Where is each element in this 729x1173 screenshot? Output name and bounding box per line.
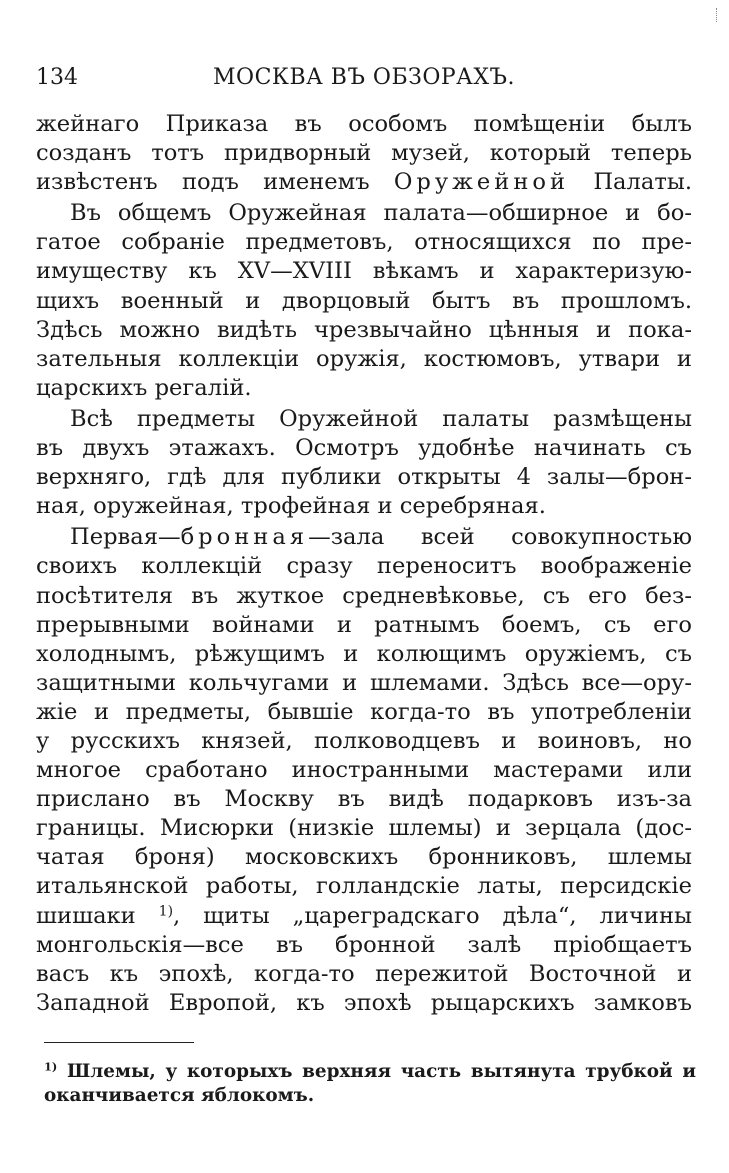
text-line: васъ къ эпохѣ, когда-то пережитой Восточной и (36, 960, 692, 987)
paragraph (36, 199, 692, 403)
body-text (36, 110, 692, 1020)
text-line: своихъ коллекцій сразу переноситъ воображеніе (36, 553, 692, 580)
text-line: Западной Европой, къ эпохѣ рыцарскихъ замковъ (36, 989, 692, 1016)
text-line: у русскихъ князей, полководцевъ и воиновъ, но (36, 727, 692, 754)
page-header (36, 62, 692, 94)
paragraph (36, 110, 692, 197)
footnote-marker: 1) (44, 1059, 58, 1074)
text-line: гатое собраніе предметовъ, относящихся по пре- (36, 229, 692, 256)
text-line: многое сработано иностранными мастерами или (36, 757, 692, 784)
text-line: жейнаго Приказа въ особомъ помѣщеніи былъ (36, 111, 692, 137)
text-line: извѣстенъ подъ именемъ Оружейной Палаты. (36, 169, 692, 196)
text-line: жіе и предметы, бывшіе когда-то въ употребленіи (36, 698, 692, 725)
text-line: имуществу къ XV—XVIII вѣкамъ и характеризую- (36, 258, 692, 285)
page-speck-marks (716, 8, 721, 22)
paragraph (36, 523, 692, 1018)
text-line: чатая броня) московскихъ бронниковъ, шлемы (36, 844, 692, 871)
text-line: прислано въ Москву въ видѣ подарковъ изъ-за (36, 786, 692, 813)
text-line: царскихъ регалій. (36, 374, 252, 401)
running-title: МОСКВА ВЪ ОБЗОРАХЪ. (213, 65, 515, 90)
footnote-line: $^{1)}$ Шлемы, у которыхъ верхняя часть вытянута трубкой и (44, 1059, 696, 1082)
text-line: Здѣсь можно видѣть чрезвычайно цѣнныя и пока- (36, 316, 692, 343)
text-line: прерывными войнами и ратнымъ боемъ, съ его (36, 611, 692, 638)
text-line: границы. Мисюрки (низкіе шлемы) и зерцала (дос- (36, 815, 692, 842)
footnote-reference: 1) (158, 902, 174, 919)
footnote-line: оканчивается яблокомъ. (44, 1085, 315, 1106)
spaced-emphasis: бронная (180, 524, 309, 551)
text-line: зательныя коллекціи оружія, костюмовъ, утвари и (36, 345, 692, 372)
text-line: Въ общемъ Оружейная палата—обширное и бо- (70, 200, 692, 227)
text-line: посѣтителя въ жуткое средневѣковье, съ его без- (36, 582, 692, 609)
text-line: въ двухъ этажахъ. Осмотръ удобнѣе начинать съ (36, 435, 692, 462)
spaced-emphasis: Оружейной (393, 169, 570, 196)
footnote-separator (44, 1042, 194, 1043)
text-line: итальянской работы, голландскіе латы, персидскіе (36, 873, 692, 900)
text-line: Первая—бронная—зала всей совокупностью (70, 524, 692, 551)
footnote (44, 1060, 696, 1108)
text-line: монгольскія—все въ бронной залѣ пріобщаетъ (36, 931, 692, 958)
text-line: Всѣ предметы Оружейной палаты размѣщены (70, 405, 692, 432)
text-line: щихъ военный и дворцовый бытъ въ прошломъ. (36, 287, 692, 314)
text-line: холоднымъ, рѣжущимъ и колющимъ оружіемъ, съ (36, 640, 692, 667)
text-line: созданъ тотъ придворный музей, который теперь (36, 140, 692, 167)
text-line: ная, оружейная, трофейная и серебряная. (36, 493, 546, 520)
text-line: шишаки $^{1)}$, щиты „цареградскаго дѣла“, личины (36, 902, 692, 929)
text-line: верхняго, гдѣ для публики открыты 4 залы—брон- (36, 464, 692, 491)
text-line: защитными кольчугами и шлемами. Здѣсь все—ору- (36, 669, 692, 696)
paragraph (36, 405, 692, 521)
page-number: 134 (36, 65, 78, 90)
